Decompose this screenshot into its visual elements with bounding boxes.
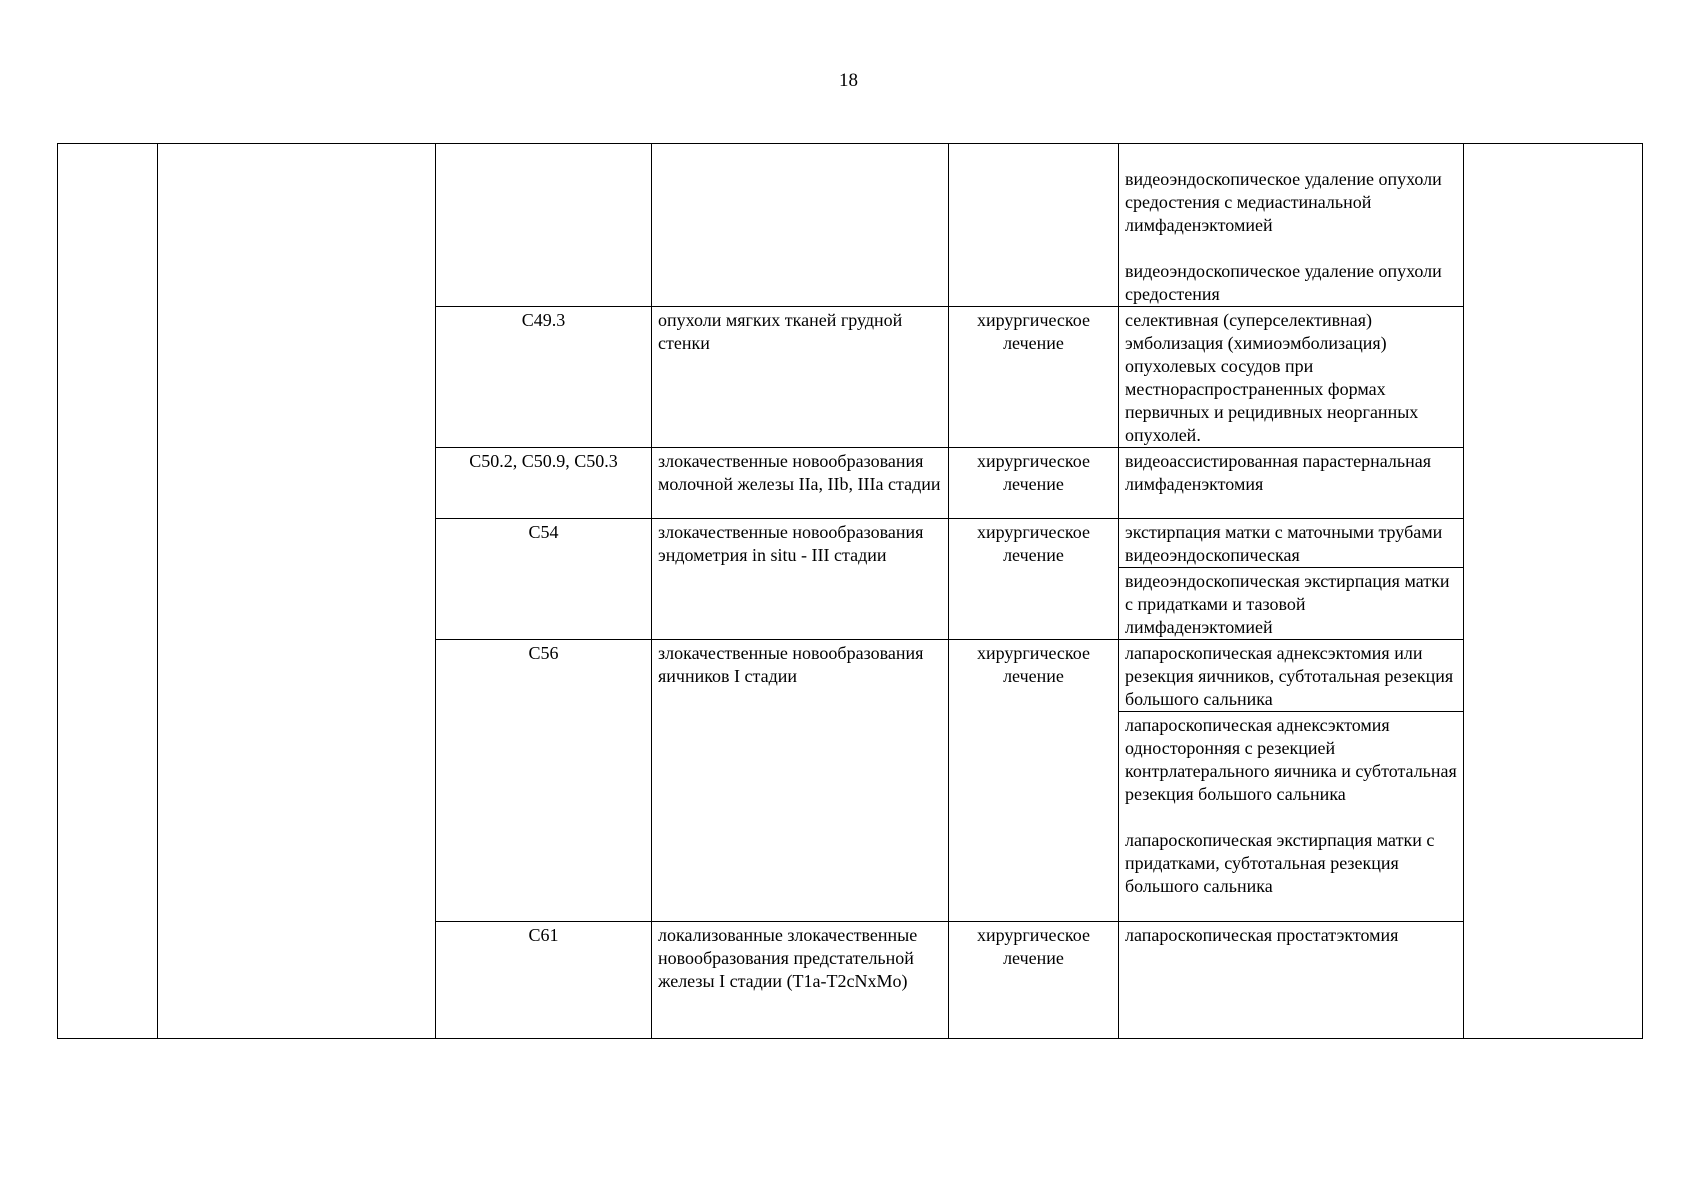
services-table [57, 143, 1643, 1039]
diagnosis-cell: опухоли мягких тканей грудной стенки [652, 307, 949, 448]
method-cell: видеоэндоскопическая экстирпация матки с придатками и тазовой лимфаденэктомией [1119, 568, 1464, 640]
diagnosis-cell: локализованные злокачественные новообразования предстательной железы I стадии (T1a-T2cNxMo) [652, 922, 949, 1039]
profile-cell [158, 144, 436, 1039]
paragraph-gap [1125, 237, 1457, 260]
treatment-cell [949, 144, 1119, 307]
diagnosis-cell: злокачественные новообразования эндометрия in situ - III стадии [652, 519, 949, 640]
treatment-cell: хирургическое лечение [949, 640, 1119, 922]
method-text: видеоэндоскопическое удаление опухоли средостения с медиастинальной лимфаденэктомией [1125, 169, 1442, 235]
code-cell: С54 [436, 519, 652, 640]
method-cell [1119, 712, 1464, 922]
treatment-cell: хирургическое лечение [949, 307, 1119, 448]
code-cell [436, 144, 652, 307]
page-number: 18 [839, 70, 858, 91]
method-cell: селективная (суперселективная) эмболизация (химиоэмболизация) опухолевых сосудов при местнораспространенных формах первичных и рецидивных неорганных опухолей. [1119, 307, 1464, 448]
paragraph-gap [1125, 806, 1457, 829]
method-text: лапароскопическая аднексэктомия односторонняя с резекцией контрлатерального яичника и субтотальная резекция большого сальника [1125, 715, 1457, 804]
method-cell: лапароскопическая простатэктомия [1119, 922, 1464, 1039]
treatment-cell: хирургическое лечение [949, 519, 1119, 640]
treatment-cell: хирургическое лечение [949, 448, 1119, 519]
table-row [58, 144, 1643, 307]
method-text: лапароскопическая экстирпация матки с придатками, субтотальная резекция большого сальника [1125, 830, 1435, 896]
standard-cell [1464, 144, 1643, 1039]
code-cell: С49.3 [436, 307, 652, 448]
code-cell: С50.2, С50.9, С50.3 [436, 448, 652, 519]
method-text: видеоэндоскопическое удаление опухоли средостения [1125, 261, 1442, 304]
method-cell: видеоассистированная парастернальная лимфаденэктомия [1119, 448, 1464, 519]
code-cell: С56 [436, 640, 652, 922]
method-cell [1119, 144, 1464, 307]
code-cell: С61 [436, 922, 652, 1039]
diagnosis-cell: злокачественные новообразования молочной железы IIa, IIb, IIIa стадии [652, 448, 949, 519]
number-cell [58, 144, 158, 1039]
diagnosis-cell: злокачественные новообразования яичников I стадии [652, 640, 949, 922]
treatment-cell: хирургическое лечение [949, 922, 1119, 1039]
method-cell: экстирпация матки с маточными трубами видеоэндоскопическая [1119, 519, 1464, 568]
diagnosis-cell [652, 144, 949, 307]
method-cell: лапароскопическая аднексэктомия или резекция яичников, субтотальная резекция большого сальника [1119, 640, 1464, 712]
